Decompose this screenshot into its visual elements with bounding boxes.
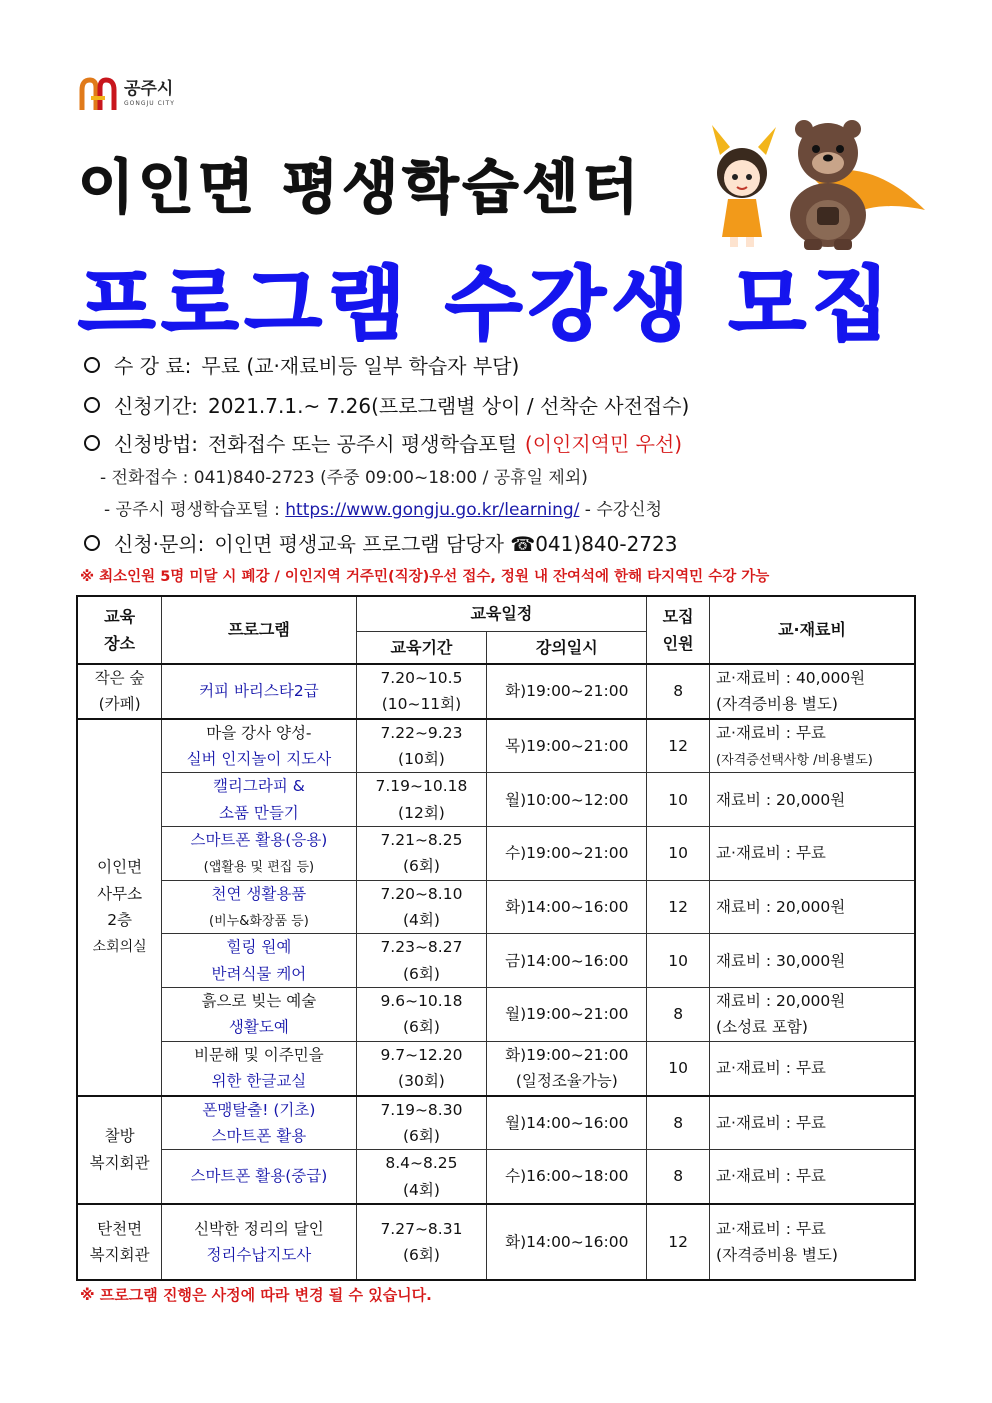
fee-cell: 재료비 : 20,000원 (710, 880, 915, 934)
program-cell: 천연 생활용품 (비누&화장품 등) (162, 880, 356, 934)
circle-bullet-icon (84, 357, 100, 373)
capacity-cell: 8 (647, 988, 710, 1042)
capacity-cell: 10 (647, 1041, 710, 1095)
time-cell: 월)14:00~16:00 (487, 1096, 647, 1150)
period-cell: 8.4~8.25 (4회) (356, 1150, 487, 1204)
table-row (77, 1041, 915, 1095)
table-row (77, 773, 915, 827)
circle-bullet-icon (84, 435, 100, 451)
mascot-illustration (700, 115, 930, 250)
period-cell: 7.21~8.25 (6회) (356, 827, 487, 881)
table-row (77, 1150, 915, 1204)
header-schedule: 교육일정 (356, 596, 647, 631)
time-cell: 월)10:00~12:00 (487, 773, 647, 827)
info-method (84, 428, 682, 457)
portal-prefix: - 공주시 평생학습포털 : (104, 500, 280, 520)
program-cell: 마을 강사 양성- 실버 인지놀이 지도사 (162, 719, 356, 773)
page-headline: 프로그램 수강생 모집 (78, 258, 896, 351)
program-cell: 폰맹탈출! (기초) 스마트폰 활용 (162, 1096, 356, 1150)
capacity-cell: 12 (647, 1204, 710, 1280)
place-cell: 이인면 사무소 2층 소회의실 (77, 719, 162, 1096)
method-value: 전화접수 또는 공주시 평생학습포털 (208, 432, 517, 456)
time-cell: 화)19:00~21:00 (487, 664, 647, 719)
capacity-cell: 10 (647, 773, 710, 827)
place-cell: 탄천면 복지회관 (77, 1204, 162, 1280)
fee-cell: 교·재료비 : 40,000원 (자격증비용 별도) (710, 664, 915, 719)
program-cell: 비문해 및 이주민을 위한 한글교실 (162, 1041, 356, 1095)
contact-label: 신청·문의: (114, 532, 205, 556)
period-cell: 7.27~8.31 (6회) (356, 1204, 487, 1280)
fee-value: 무료 (교·재료비등 일부 학습자 부담) (201, 354, 520, 378)
period-label: 신청기간: (114, 394, 199, 418)
footer-note: ※ 프로그램 진행은 사정에 따라 변경 될 수 있습니다. (80, 1286, 432, 1304)
capacity-cell: 8 (647, 664, 710, 719)
info-fee (84, 350, 519, 379)
fee-cell: 교·재료비 : 무료 (자격증선택사항 /비용별도) (710, 719, 915, 773)
table-row (77, 1204, 915, 1280)
period-cell: 7.22~9.23 (10회) (356, 719, 487, 773)
place-cell: 작은 숲 (카페) (77, 664, 162, 719)
period-cell: 7.23~8.27 (6회) (356, 934, 487, 988)
fee-cell: 교·재료비 : 무료 (710, 827, 915, 881)
table-row (77, 934, 915, 988)
capacity-cell: 12 (647, 880, 710, 934)
table-row (77, 988, 915, 1042)
program-cell: 스마트폰 활용(중급) (162, 1150, 356, 1204)
period-value: 2021.7.1.~ 7.26(프로그램별 상이 / 선착순 사전접수) (208, 394, 690, 418)
info-contact (84, 528, 677, 557)
logo-subtitle: GONGJU CITY (124, 100, 175, 107)
capacity-cell: 8 (647, 1096, 710, 1150)
table-row (77, 880, 915, 934)
table-row (77, 1096, 915, 1150)
period-cell: 7.19~10.18 (12회) (356, 773, 487, 827)
period-cell: 7.20~8.10 (4회) (356, 880, 487, 934)
portal-link[interactable]: https://www.gongju.go.kr/learning/ (285, 500, 580, 520)
logo-name: 공주시 (124, 79, 174, 99)
capacity-cell: 10 (647, 934, 710, 988)
time-cell: 월)19:00~21:00 (487, 988, 647, 1042)
time-cell: 수)19:00~21:00 (487, 827, 647, 881)
program-cell: 스마트폰 활용(응용) (앱활용 및 편집 등) (162, 827, 356, 881)
fee-cell: 재료비 : 20,000원 (소성료 포함) (710, 988, 915, 1042)
program-cell: 커피 바리스타2급 (162, 664, 356, 719)
program-table (76, 595, 916, 1281)
table-row (77, 827, 915, 881)
fee-cell: 재료비 : 20,000원 (710, 773, 915, 827)
fee-cell: 교·재료비 : 무료 (710, 1041, 915, 1095)
method-highlight: (이인지역민 우선) (524, 432, 683, 456)
program-cell: 힐링 원예 반려식물 케어 (162, 934, 356, 988)
fee-cell: 교·재료비 : 무료 (710, 1150, 915, 1204)
capacity-cell: 8 (647, 1150, 710, 1204)
header-period: 교육기간 (356, 631, 487, 664)
circle-bullet-icon (84, 397, 100, 413)
time-cell: 화)14:00~16:00 (487, 1204, 647, 1280)
header-fee: 교·재료비 (710, 596, 915, 664)
circle-bullet-icon (84, 535, 100, 551)
header-place: 교육 장소 (77, 596, 162, 664)
table-row (77, 719, 915, 773)
page-title: 이인면 평생학습센터 (78, 153, 643, 221)
method-label: 신청방법: (114, 432, 199, 456)
notice-text: ※ 최소인원 5명 미달 시 폐강 / 이인지역 거주민(직장)우선 접수, 정원 내 잔여석에 한해 타지역민 수강 가능 (80, 569, 770, 585)
time-cell: 화)14:00~16:00 (487, 880, 647, 934)
period-cell: 9.6~10.18 (6회) (356, 988, 487, 1042)
time-cell: 수)16:00~18:00 (487, 1150, 647, 1204)
period-cell: 7.19~8.30 (6회) (356, 1096, 487, 1150)
header-time: 강의일시 (487, 631, 647, 664)
program-cell: 캘리그라피 & 소품 만들기 (162, 773, 356, 827)
capacity-cell: 10 (647, 827, 710, 881)
fee-cell: 교·재료비 : 무료 (710, 1096, 915, 1150)
contact-value: 이인면 평생교육 프로그램 담당자 ☎041)840-2723 (214, 532, 678, 556)
gongju-logo (78, 74, 175, 114)
portal-line (104, 495, 662, 520)
info-period (84, 390, 689, 419)
place-cell: 찰방 복지회관 (77, 1096, 162, 1204)
period-cell: 7.20~10.5 (10~11회) (356, 664, 487, 719)
time-cell: 목)19:00~21:00 (487, 719, 647, 773)
phone-line: - 전화접수 : 041)840-2723 (주중 09:00~18:00 / 공휴일 제외) (100, 468, 588, 488)
gongju-logo-icon (78, 76, 118, 112)
header-program: 프로그램 (162, 596, 356, 664)
program-cell: 흙으로 빚는 예술 생활도예 (162, 988, 356, 1042)
fee-cell: 교·재료비 : 무료 (자격증비용 별도) (710, 1204, 915, 1280)
fee-cell: 재료비 : 30,000원 (710, 934, 915, 988)
portal-suffix: - 수강신청 (584, 500, 663, 520)
time-cell: 화)19:00~21:00 (일정조율가능) (487, 1041, 647, 1095)
program-cell: 신박한 정리의 달인 정리수납지도사 (162, 1204, 356, 1280)
period-cell: 9.7~12.20 (30회) (356, 1041, 487, 1095)
header-capacity: 모집 인원 (647, 596, 710, 664)
time-cell: 금)14:00~16:00 (487, 934, 647, 988)
capacity-cell: 12 (647, 719, 710, 773)
table-row (77, 664, 915, 719)
fee-label: 수 강 료: (114, 354, 192, 378)
